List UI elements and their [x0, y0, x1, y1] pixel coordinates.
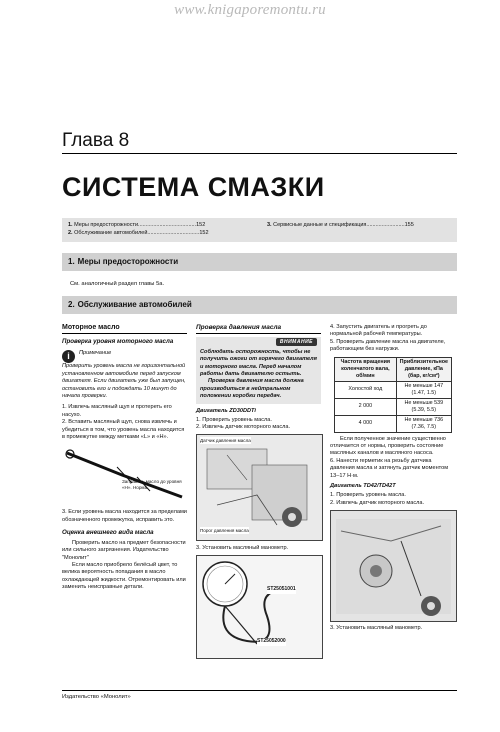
engine-drawing — [197, 435, 322, 540]
step: 2. Извлечь датчик моторного масла. — [196, 424, 291, 431]
warning-badge: ВНИМАНИЕ — [276, 338, 317, 346]
step: 4. Запустить двигатель и прогреть до нормальной рабочей температуры. — [330, 324, 427, 338]
step: 2. Вставить масляный щуп, снова извлечь и убедиться в том, что уровень масла находится в промежутке между метками «L» и «H». — [62, 419, 185, 441]
step: 3. Установить масляный манометр. — [196, 544, 289, 551]
engine-label: Двигатель ZD30DDTi — [196, 407, 256, 414]
step: 1. Извлечь масляный щуп и протереть его насухо. — [62, 404, 172, 418]
step: 1. Проверить уровень масла. — [330, 492, 406, 499]
section-header: 2. Обслуживание автомобилей — [62, 296, 457, 314]
gauge-figure — [196, 555, 323, 659]
sensor-figure-td42 — [330, 510, 457, 622]
column-2 — [196, 324, 321, 659]
step: 3. Установить масляный манометр. — [330, 625, 423, 632]
warning-box — [196, 337, 321, 403]
engine-drawing-td42 — [331, 511, 456, 621]
sensor-figure — [196, 434, 323, 541]
dipstick-figure — [62, 445, 187, 507]
note-icon: i — [62, 350, 75, 363]
step: 3. Если уровень масла находится за пределами обозначенного промежутка, исправить это. — [62, 509, 187, 523]
subheading: Проверка уровня моторного масла — [62, 338, 174, 346]
heading: Моторное масло — [62, 324, 120, 331]
note-label: Примечание — [79, 350, 112, 357]
paragraph: Если масло приобрело белёсый цвет, то велика вероятность попадания в масло охлаждающей жидкости. Отремонтировать или заменить неисправные детали. — [62, 561, 186, 591]
heading: Проверка давления масла — [196, 324, 282, 331]
step: 2. Извлечь датчик моторного масла. — [330, 499, 425, 506]
watermark: www.knigaporemontu.ru — [174, 2, 326, 18]
footer-divider — [62, 690, 457, 691]
step: 1. Проверить уровень масла. — [196, 417, 272, 424]
table-row: Холостой ход Не меньше 147 (1.47, 1.5) — [335, 381, 452, 398]
table-row: 2 000 Не меньше 539 (5.39, 5.5) — [335, 398, 452, 415]
engine-label: Двигатель TD42/TD42T — [330, 483, 396, 490]
tool-code: ST25051001 — [267, 586, 296, 593]
footer: Издательство «Монолит» — [62, 694, 131, 700]
chapter-label: Глава 8 — [62, 130, 130, 151]
warning-text: Проверка давления масла должна производиться в нейтральном положении коробки передач. — [200, 378, 304, 400]
step: 6. Нанести герметик на резьбу датчика давления масла и затянуть датчик моментом 13–17 Н·м. — [330, 457, 449, 479]
step: 5. Проверить давление масла на двигателе, работающем без нагрузки. — [330, 338, 446, 353]
figure-caption: Заправить масло до уровня «H». Норма — [122, 479, 182, 490]
subheading: Оценка внешнего вида масла — [62, 529, 154, 537]
table-header: Частота вращения коленчатого вала, об/мин — [335, 357, 397, 381]
column-1 — [62, 324, 187, 592]
oil-pressure-table — [334, 357, 452, 433]
toc-item[interactable]: 1. Меры предосторожности......................................152 — [68, 222, 206, 228]
paragraph: Если полученное значение существенно отличается от нормы, проверить состояние масляных каналов и масляного насоса. — [330, 435, 446, 457]
table-header: Приблизительное давление, кПа (бар, кг/см²) — [396, 357, 451, 381]
dipstick-drawing — [62, 445, 187, 507]
table-row: 4 000 Не меньше 736 (7.36, 7.5) — [335, 415, 452, 432]
note-text: Проверить уровень масла не горизонтальной установленном автомобиле перед запуском двигателя. Если двигатель уже был запущен, остановить его и подождать 10 минут до начала проверки. — [62, 363, 186, 400]
column-3 — [330, 324, 457, 633]
figure-label: Порог давления масла — [200, 527, 249, 533]
divider — [62, 153, 457, 154]
section-header: 1. Меры предосторожности — [62, 253, 457, 271]
tool-code: ST25052000 — [257, 638, 286, 645]
figure-label: Датчик давления масла — [200, 437, 251, 443]
paragraph: Проверить масло на предмет безопасности или сильного загрязнения. Издательство "Монолит" — [62, 539, 186, 561]
toc-item[interactable]: 3. Сервисные данные и спецификация.........................155 — [267, 222, 414, 228]
page-title: СИСТЕМА СМАЗКИ — [62, 172, 325, 202]
table-of-contents — [62, 218, 457, 242]
warning-text: Соблюдать осторожность, чтобы не получить ожоги от горячего двигателя и моторного масла. Перед началом работы дать двигателю остыть. — [200, 348, 317, 378]
section-body: См. аналогичный раздел главы 5а. — [70, 281, 165, 287]
toc-item[interactable]: 2. Обслуживание автомобилей..................................152 — [68, 230, 209, 236]
